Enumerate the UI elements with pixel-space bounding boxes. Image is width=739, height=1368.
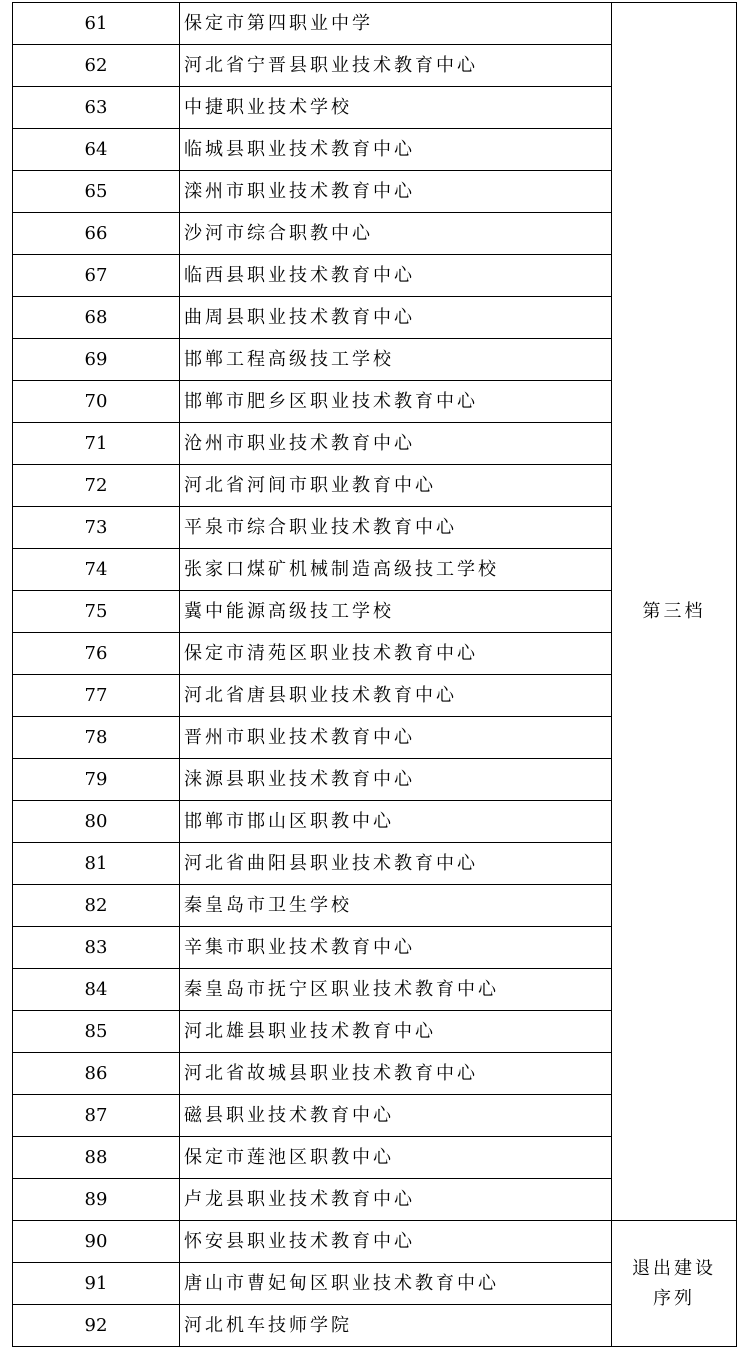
- school-name: 张家口煤矿机械制造高级技工学校: [180, 549, 612, 591]
- row-number: 75: [13, 591, 180, 633]
- school-name: 保定市第四职业中学: [180, 3, 612, 45]
- school-name: 沧州市职业技术教育中心: [180, 423, 612, 465]
- school-name: 滦州市职业技术教育中心: [180, 171, 612, 213]
- row-number: 89: [13, 1179, 180, 1221]
- school-name: 曲周县职业技术教育中心: [180, 297, 612, 339]
- school-name: 河北雄县职业技术教育中心: [180, 1011, 612, 1053]
- row-number: 83: [13, 927, 180, 969]
- row-number: 68: [13, 297, 180, 339]
- school-name: 沙河市综合职教中心: [180, 213, 612, 255]
- school-name: 怀安县职业技术教育中心: [180, 1221, 612, 1263]
- school-name: 平泉市综合职业技术教育中心: [180, 507, 612, 549]
- row-number: 62: [13, 45, 180, 87]
- school-name: 中捷职业技术学校: [180, 87, 612, 129]
- school-name: 临西县职业技术教育中心: [180, 255, 612, 297]
- row-number: 86: [13, 1053, 180, 1095]
- tier-label: 第三档: [642, 600, 706, 622]
- tier-label-line-1: 退出建设: [632, 1257, 716, 1279]
- row-number: 91: [13, 1263, 180, 1305]
- row-number: 73: [13, 507, 180, 549]
- row-number: 90: [13, 1221, 180, 1263]
- school-name: 秦皇岛市卫生学校: [180, 885, 612, 927]
- school-name: 晋州市职业技术教育中心: [180, 717, 612, 759]
- row-number: 79: [13, 759, 180, 801]
- row-number: 72: [13, 465, 180, 507]
- school-name: 秦皇岛市抚宁区职业技术教育中心: [180, 969, 612, 1011]
- school-name: 河北省曲阳县职业技术教育中心: [180, 843, 612, 885]
- school-name: 保定市清苑区职业技术教育中心: [180, 633, 612, 675]
- school-name: 冀中能源高级技工学校: [180, 591, 612, 633]
- table-body: [13, 3, 737, 1347]
- school-name: 卢龙县职业技术教育中心: [180, 1179, 612, 1221]
- school-name: 邯郸工程高级技工学校: [180, 339, 612, 381]
- school-name: 辛集市职业技术教育中心: [180, 927, 612, 969]
- school-name: 河北省河间市职业教育中心: [180, 465, 612, 507]
- row-number: 71: [13, 423, 180, 465]
- row-number: 66: [13, 213, 180, 255]
- table-row: [13, 3, 737, 45]
- row-number: 76: [13, 633, 180, 675]
- tier-label-line-2: 序列: [653, 1287, 695, 1309]
- school-name: 邯郸市邯山区职教中心: [180, 801, 612, 843]
- row-number: 78: [13, 717, 180, 759]
- row-number: 84: [13, 969, 180, 1011]
- school-name: 邯郸市肥乡区职业技术教育中心: [180, 381, 612, 423]
- tier-label-cell: [612, 1221, 737, 1347]
- school-name: 河北省唐县职业技术教育中心: [180, 675, 612, 717]
- row-number: 92: [13, 1305, 180, 1347]
- row-number: 70: [13, 381, 180, 423]
- row-number: 64: [13, 129, 180, 171]
- row-number: 67: [13, 255, 180, 297]
- row-number: 81: [13, 843, 180, 885]
- row-number: 74: [13, 549, 180, 591]
- school-list-table: [12, 2, 737, 1347]
- row-number: 63: [13, 87, 180, 129]
- school-name: 河北省故城县职业技术教育中心: [180, 1053, 612, 1095]
- school-name: 涞源县职业技术教育中心: [180, 759, 612, 801]
- row-number: 82: [13, 885, 180, 927]
- row-number: 61: [13, 3, 180, 45]
- school-name: 磁县职业技术教育中心: [180, 1095, 612, 1137]
- tier-label-cell: [612, 3, 737, 1221]
- school-name: 保定市莲池区职教中心: [180, 1137, 612, 1179]
- school-name: 河北省宁晋县职业技术教育中心: [180, 45, 612, 87]
- row-number: 80: [13, 801, 180, 843]
- table-row: [13, 1221, 737, 1263]
- row-number: 88: [13, 1137, 180, 1179]
- school-name: 临城县职业技术教育中心: [180, 129, 612, 171]
- row-number: 65: [13, 171, 180, 213]
- school-name: 唐山市曹妃甸区职业技术教育中心: [180, 1263, 612, 1305]
- row-number: 69: [13, 339, 180, 381]
- school-name: 河北机车技师学院: [180, 1305, 612, 1347]
- row-number: 85: [13, 1011, 180, 1053]
- row-number: 87: [13, 1095, 180, 1137]
- row-number: 77: [13, 675, 180, 717]
